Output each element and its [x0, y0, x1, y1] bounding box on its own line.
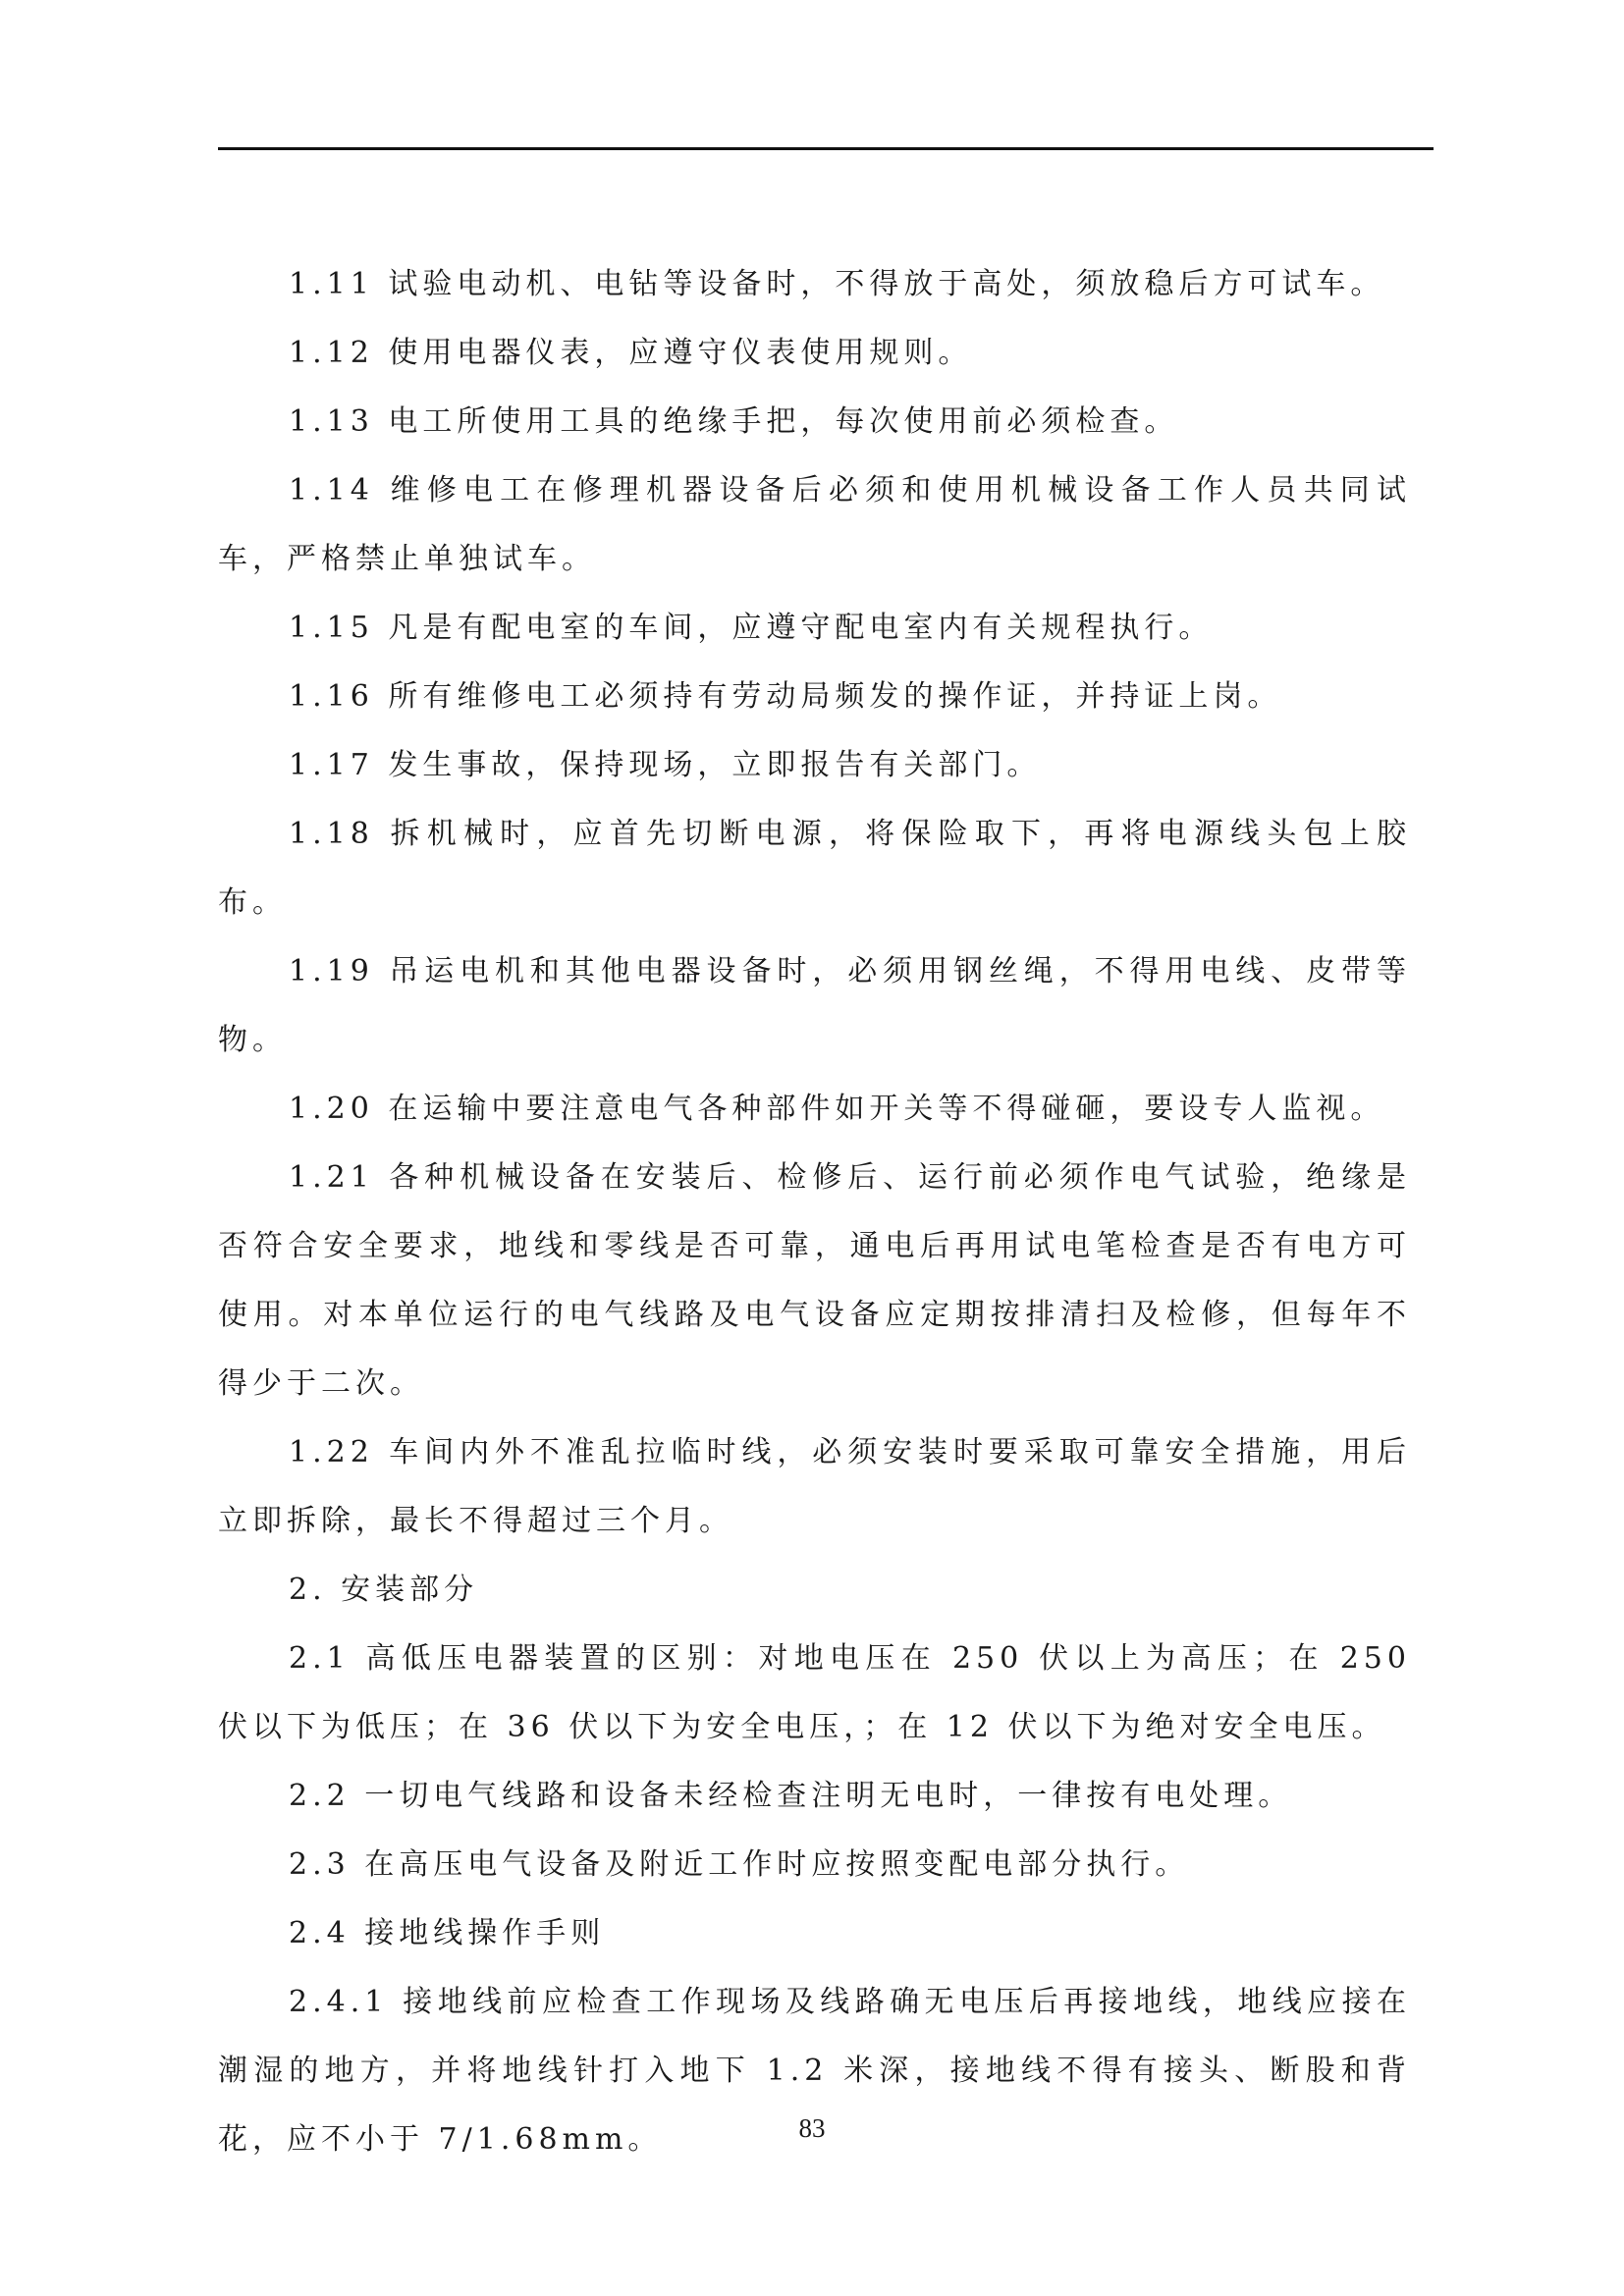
- header-rule: [218, 147, 1434, 150]
- paragraph-1-12: 1.12 使用电器仪表，应遵守仪表使用规则。: [289, 336, 973, 370]
- paragraph-2-1: 2.1 高低压电器装置的区别：对地电压在 250 伏以上为高压；在 250 伏以下为低压；在 36 伏以下为安全电压，；在 12 伏以下为绝对安全电压。: [218, 1641, 1411, 1744]
- paragraph-2-4: 2.4 接地线操作手则: [289, 1916, 606, 1950]
- paragraph-1-16: 1.16 所有维修电工必须持有劳动局频发的操作证，并持证上岗。: [289, 679, 1282, 714]
- page-number: 83: [798, 2113, 826, 2143]
- paragraph-1-11: 1.11 试验电动机、电钻等设备时，不得放于高处，须放稳后方可试车。: [289, 267, 1385, 301]
- paragraph-2-2: 2.2 一切电气线路和设备未经检查注明无电时，一律按有电处理。: [289, 1779, 1293, 1813]
- paragraph-1-13: 1.13 电工所使用工具的绝缘手把，每次使用前必须检查。: [289, 404, 1179, 439]
- paragraph-1-19: 1.19 吊运电机和其他电器设备时，必须用钢丝绳，不得用电线、皮带等物。: [218, 954, 1411, 1057]
- paragraph-1-21: 1.21 各种机械设备在安装后、检修后、运行前必须作电气试验，绝缘是否符合安全要求，地线和零线是否可靠，通电后再用试电笔检查是否有电方可使用。对本单位运行的电气线路及电气设备应定期按排清扫及检修，但每年不得少于二次。: [218, 1160, 1411, 1401]
- section-heading-2: 2. 安装部分: [289, 1573, 479, 1607]
- paragraph-1-17: 1.17 发生事故，保持现场，立即报告有关部门。: [289, 748, 1042, 782]
- paragraph-1-20: 1.20 在运输中要注意电气各种部件如开关等不得碰砸，要设专人监视。: [289, 1092, 1385, 1126]
- paragraph-1-18: 1.18 拆机械时，应首先切断电源，将保险取下，再将电源线头包上胶布。: [218, 817, 1411, 920]
- paragraph-1-22: 1.22 车间内外不准乱拉临时线，必须安装时要采取可靠安全措施，用后立即拆除，最长不得超过三个月。: [218, 1435, 1411, 1538]
- paragraph-1-14: 1.14 维修电工在修理机器设备后必须和使用机械设备工作人员共同试车，严格禁止单独试车。: [218, 473, 1411, 576]
- paragraph-1-15: 1.15 凡是有配电室的车间，应遵守配电室内有关规程执行。: [289, 611, 1214, 645]
- document-body: [218, 250, 1411, 2174]
- paragraph-2-4-1: 2.4.1 接地线前应检查工作现场及线路确无电压后再接地线，地线应接在潮湿的地方，并将地线针打入地下 1.2 米深，接地线不得有接头、断股和背花，应不小于 7/1.68mm。: [218, 1985, 1411, 2157]
- paragraph-2-3: 2.3 在高压电气设备及附近工作时应按照变配电部分执行。: [289, 1847, 1190, 1882]
